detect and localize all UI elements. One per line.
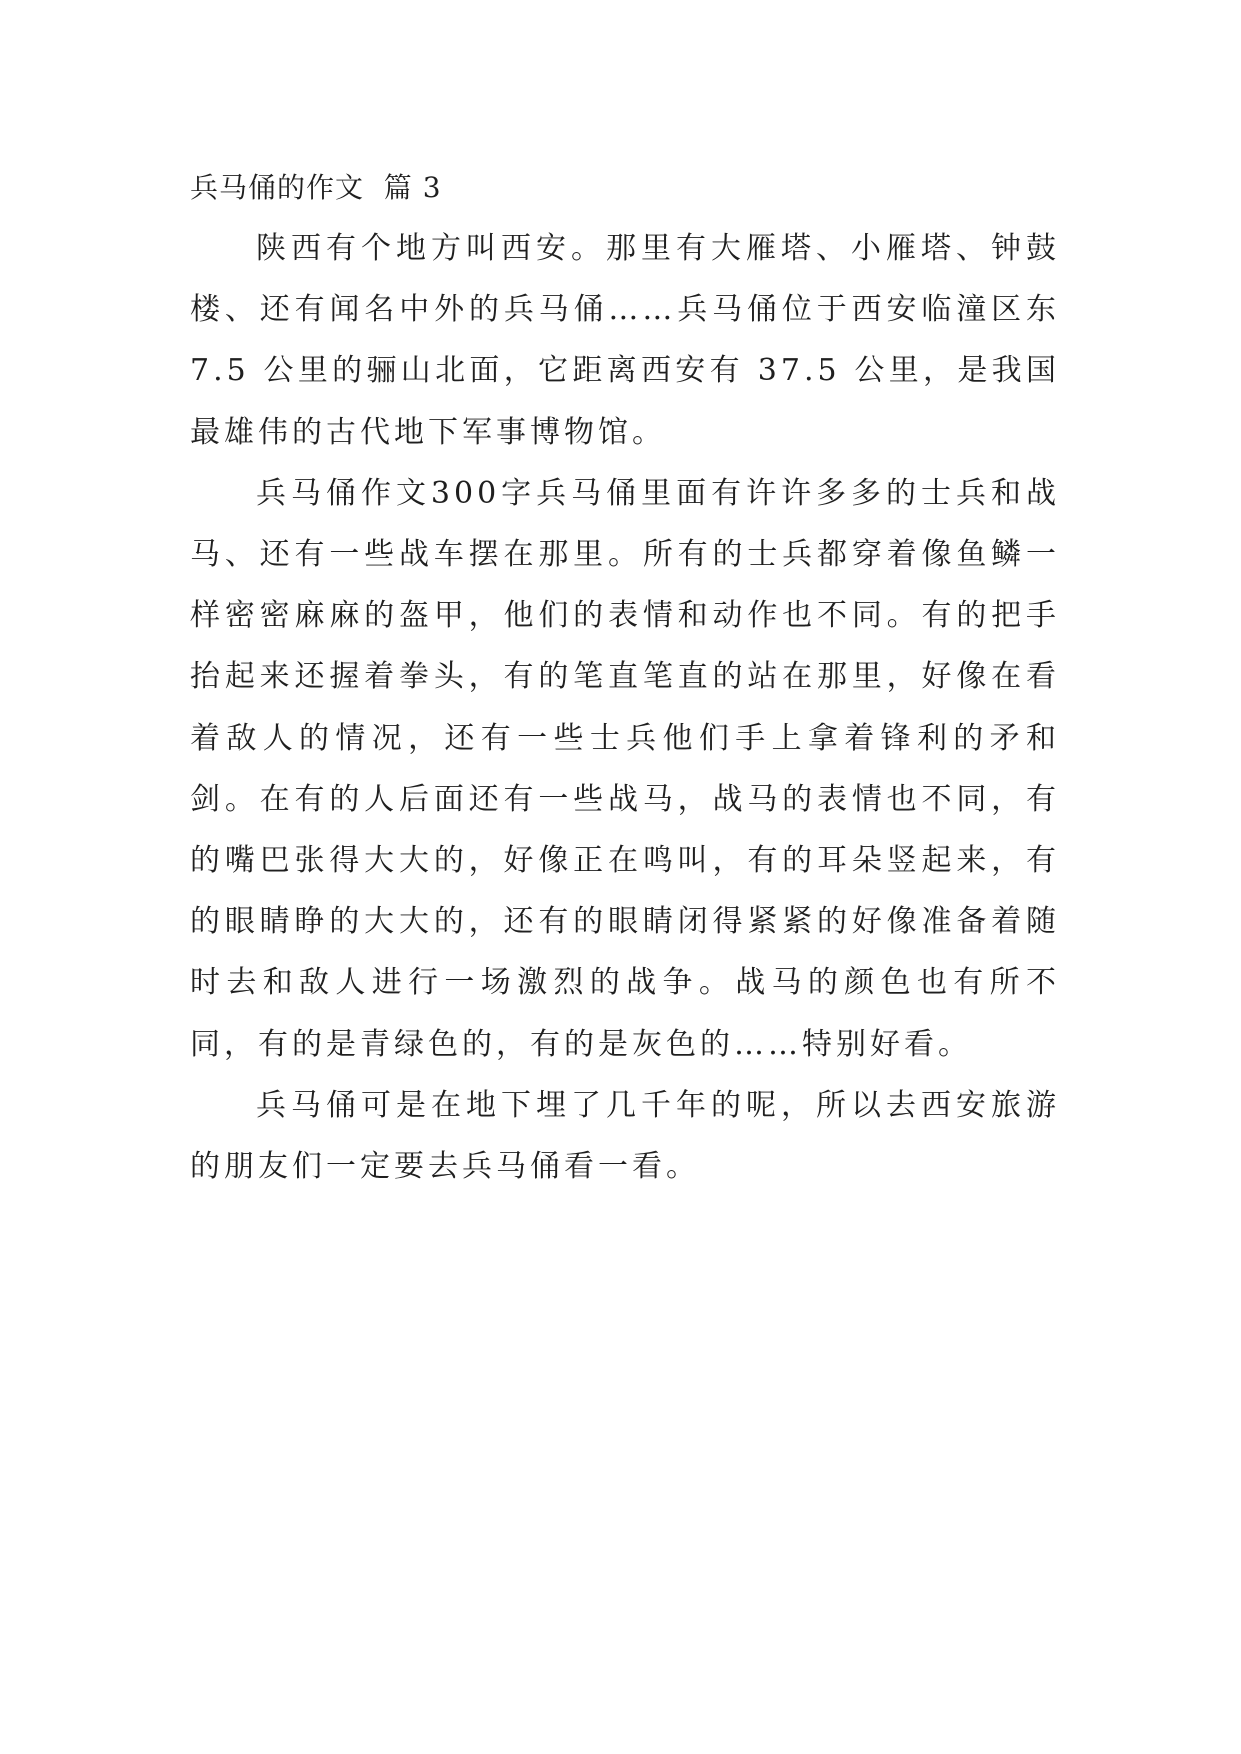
document-body [190, 158, 1060, 1197]
paragraph-3: 兵马俑可是在地下埋了几千年的呢，所以去西安旅游的朋友们一定要去兵马俑看一看。 [190, 1087, 1060, 1185]
essay-title: 兵马俑的作文 篇 3 [190, 171, 442, 204]
paragraph-2: 兵马俑作文300字兵马俑里面有许许多多的士兵和战马、还有一些战车摆在那里。所有的士兵都穿着像鱼鳞一样密密麻麻的盔甲，他们的表情和动作也不同。有的把手抬起来还握着拳头，有的笔直笔直的站在那里，好像在看着敌人的情况，还有一些士兵他们手上拿着锋利的矛和剑。在有的人后面还有一些战马，战马的表情也不同，有的嘴巴张得大大的，好像正在鸣叫，有的耳朵竖起来，有的眼睛睁的大大的，还有的眼睛闭得紧紧的好像准备着随时去和敌人进行一场激烈的战争。战马的颜色也有所不同，有的是青绿色的，有的是灰色的……特别好看。 [190, 475, 1060, 1062]
paragraph-1: 陕西有个地方叫西安。那里有大雁塔、小雁塔、钟鼓楼、还有闻名中外的兵马俑……兵马俑位于西安临潼区东 7.5 公里的骊山北面，它距离西安有 37.5 公里，是我国最雄伟的古代地下军事博物馆。 [190, 231, 1060, 450]
